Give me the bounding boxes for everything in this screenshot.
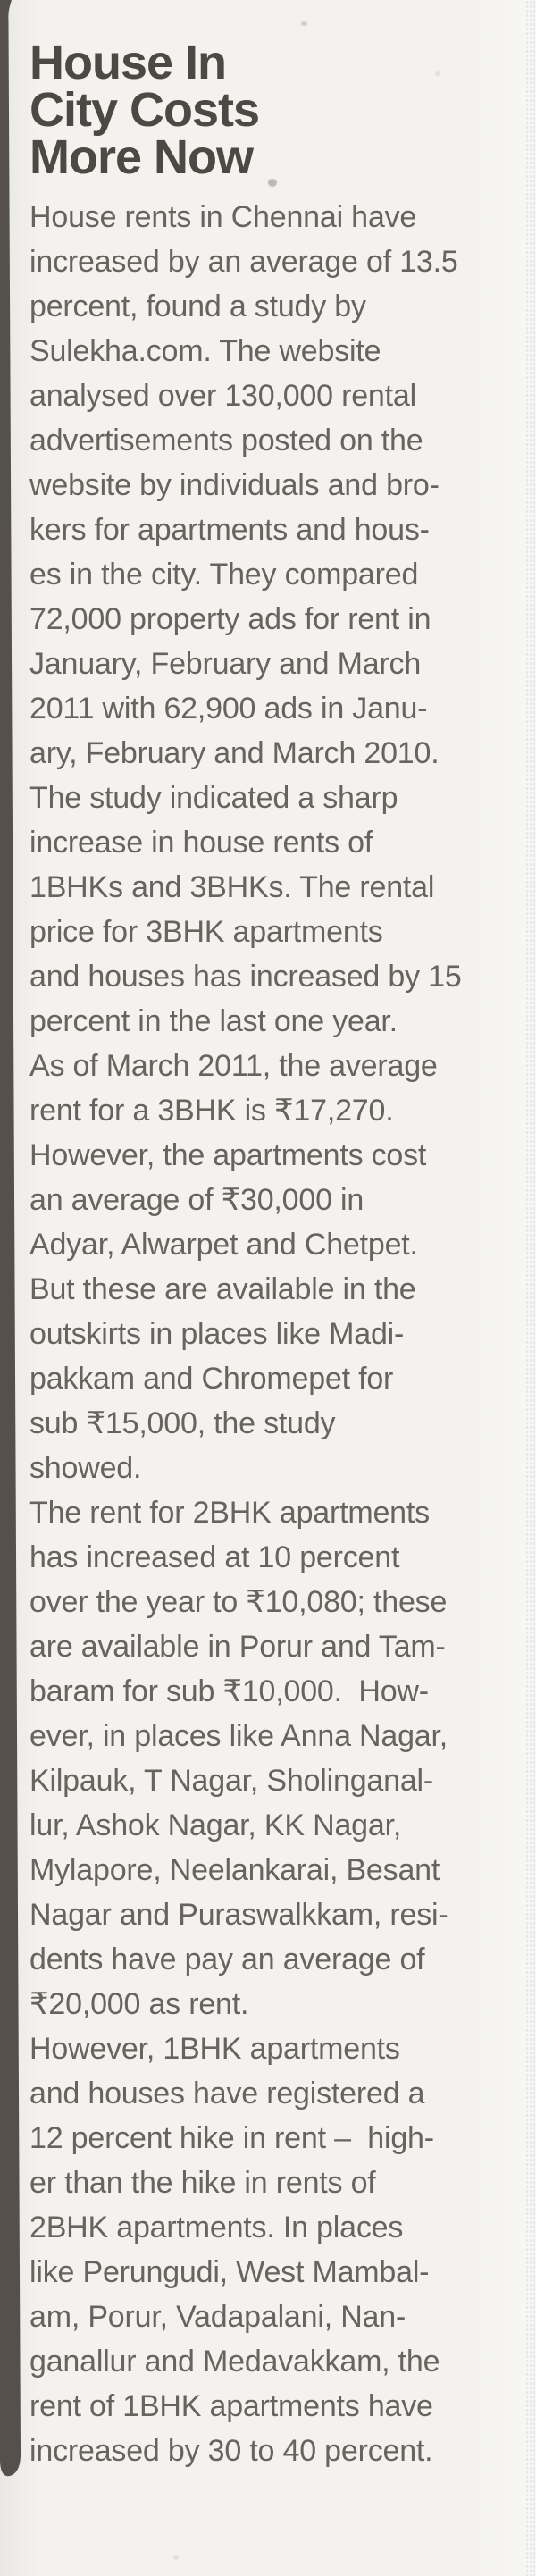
article-body-line: website by individuals and bro- xyxy=(29,468,440,502)
article-body-line: over the year to ₹10,080; these xyxy=(29,1585,448,1619)
article-body-line: ever, in places like Anna Nagar, xyxy=(29,1719,448,1753)
article-body-line: like Perungudi, West Mambal- xyxy=(29,2255,430,2289)
article-body-line: and houses has increased by 15 xyxy=(29,960,462,994)
headline-line: More Now xyxy=(29,130,254,184)
article-body-line: er than the hike in rents of xyxy=(29,2166,376,2200)
article-body-line: an average of ₹30,000 in xyxy=(29,1183,364,1217)
article-body-line: 2BHK apartments. In places xyxy=(29,2211,404,2245)
article-body-line: increase in house rents of xyxy=(29,826,373,860)
article-body-line: ary, February and March 2010. xyxy=(29,736,440,770)
article-body-line: kers for apartments and hous- xyxy=(29,513,430,547)
page-spine-bar xyxy=(0,0,27,2576)
article-body-line: rent of 1BHK apartments have xyxy=(29,2389,433,2423)
article-body-line: lur, Ashok Nagar, KK Nagar, xyxy=(29,1808,402,1842)
article-body-line: But these are available in the xyxy=(29,1272,416,1306)
article-body-line: percent, found a study by xyxy=(29,289,366,323)
article-body-line: price for 3BHK apartments xyxy=(29,915,383,949)
headline-line: City Costs xyxy=(29,83,260,137)
article-body-line: sub ₹15,000, the study xyxy=(29,1406,336,1440)
article-body-line: are available in Porur and Tam- xyxy=(29,1630,446,1664)
article-body-line: However, the apartments cost xyxy=(29,1138,427,1172)
article-body-line: has increased at 10 percent xyxy=(29,1540,400,1574)
article-body-line: 72,000 property ads for rent in xyxy=(29,602,431,636)
article-body-line: baram for sub ₹10,000. How- xyxy=(29,1674,429,1708)
article-body-line: increased by an average of 13.5 xyxy=(29,245,458,279)
article-body-line: However, 1BHK apartments xyxy=(29,2032,400,2066)
article-body-line: increased by 30 to 40 percent. xyxy=(29,2434,433,2468)
article-body-line: Mylapore, Neelankarai, Besant xyxy=(29,1853,440,1887)
article-body-line: ganallur and Medavakkam, the xyxy=(29,2345,440,2379)
article-body-line: Kilpauk, T Nagar, Sholinganal- xyxy=(29,1764,434,1798)
article-body-line: As of March 2011, the average xyxy=(29,1049,438,1083)
article-body-line: dents have pay an average of xyxy=(29,1942,425,1976)
article-body-line: analysed over 130,000 rental xyxy=(29,379,416,413)
article-body-line: es in the city. They compared xyxy=(29,558,419,592)
article-body-line: showed. xyxy=(29,1451,142,1485)
article-body-line: 1BHKs and 3BHKs. The rental xyxy=(29,870,435,904)
article-body-line: ₹20,000 as rent. xyxy=(29,1987,249,2021)
article-body-line: The rent for 2BHK apartments xyxy=(29,1496,430,1530)
article-body-line: Sulekha.com. The website xyxy=(29,334,381,368)
article-body-line: am, Porur, Vadapalani, Nan- xyxy=(29,2300,406,2334)
article-headline xyxy=(29,36,476,184)
headline-line: House In xyxy=(29,36,227,89)
article-body-line: 12 percent hike in rent – high- xyxy=(29,2121,434,2155)
article-body xyxy=(29,195,476,2473)
scan-speck xyxy=(173,2555,179,2560)
article-body-line: advertisements posted on the xyxy=(29,424,423,457)
article-body-line: percent in the last one year. xyxy=(29,1004,398,1038)
article-body-line: 2011 with 62,900 ads in Janu- xyxy=(29,692,428,726)
article-body-line: January, February and March xyxy=(29,647,422,681)
article-body-line: pakkam and Chromepet for xyxy=(29,1362,394,1396)
article-body-line: Nagar and Puraswalkkam, resi- xyxy=(29,1898,448,1932)
article-body-line: outskirts in places like Madi- xyxy=(29,1317,405,1351)
article-column xyxy=(29,0,476,2473)
page-right-edge-texture xyxy=(525,0,536,2576)
article-body-line: House rents in Chennai have xyxy=(29,200,417,234)
article-body-line: Adyar, Alwarpet and Chetpet. xyxy=(29,1228,418,1262)
article-body-line: The study indicated a sharp xyxy=(29,781,398,815)
article-body-line: and houses have registered a xyxy=(29,2077,425,2110)
article-body-line: rent for a 3BHK is ₹17,270. xyxy=(29,1094,394,1128)
